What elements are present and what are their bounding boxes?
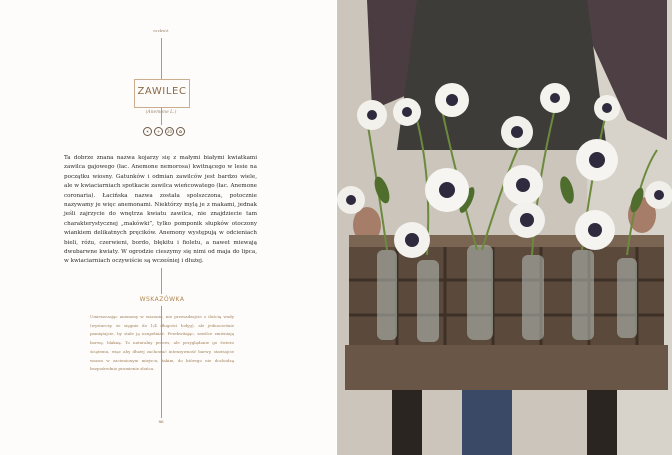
latin-name: (Anemone L.) <box>145 110 177 115</box>
page-title: ZAWILEC <box>137 86 187 97</box>
tip-text: Umieszczając anemony w wazonie, nie przesadzajcie z ilością wody (wystarczy, że sięgnie do 1/4 długości łodyg), ale jednocześnie pamiętajcie, by stale ją uzupełniać. Przekwitając, zawilce zmieniają barwę, blakną. To naturalny proces, ale przyglądanie go świeżo ściętemu, więc aby dłużej zachować intensywność barwy, stawiajcie wazon w zacienionym miejscu, takim, do którego nie dochodzą bezpośrednio promienie słońca. <box>90 314 234 372</box>
title-box <box>134 79 190 108</box>
body-paragraph: Ta dobrze znana nazwa kojarzy się z małymi białymi kwiatkami zawilca gajowego (łac. Anemone nemorosa) kwitnącego w lesie na początku wiosny. Gatunków i odmian zawilców jest bardzo wiele, ale w kwiaciarniach spotkacie zawilca wieńcowatego (łac. Anemone coronaria). Łacińska nazwa została spolszczona, potocznie nazywamy je więc anemonami. Niektórzy mylą je z makami, jednak jeśli zajrzycie do wnętrza kwiatu zawilca, nie znajdziecie tam charakterystycznej „makówki”, tylko pomponik słupków otoczony wiankiem delikatnych pręcików. Anemony występują w odcieniach bieli, różu, czerwieni, bordo, błękitu i fioletu, a nawet miewają dwubarwne kwiaty. W ogrodzie cieszymy się nimi od maja do lipca, w kwiaciarniach oczywiście są wcześniej i dłużej. <box>64 155 257 265</box>
care-icons <box>143 127 185 136</box>
days-icon: 20 <box>166 129 173 134</box>
page-number: 86 <box>158 419 164 424</box>
upper-tip-line <box>161 268 162 294</box>
right-page <box>337 0 672 455</box>
sun-icon: ☀ <box>143 127 152 136</box>
section-label: rozkwit <box>153 29 169 33</box>
tip-box <box>110 294 214 306</box>
anemone-crate-photo <box>337 0 672 455</box>
flower-icon: ✿ <box>176 127 185 136</box>
tip-title: WSKAZÓWKA <box>139 296 185 303</box>
temperature-icon: + <box>154 127 163 136</box>
top-divider-line <box>161 38 162 79</box>
middle-divider-line <box>161 106 162 125</box>
